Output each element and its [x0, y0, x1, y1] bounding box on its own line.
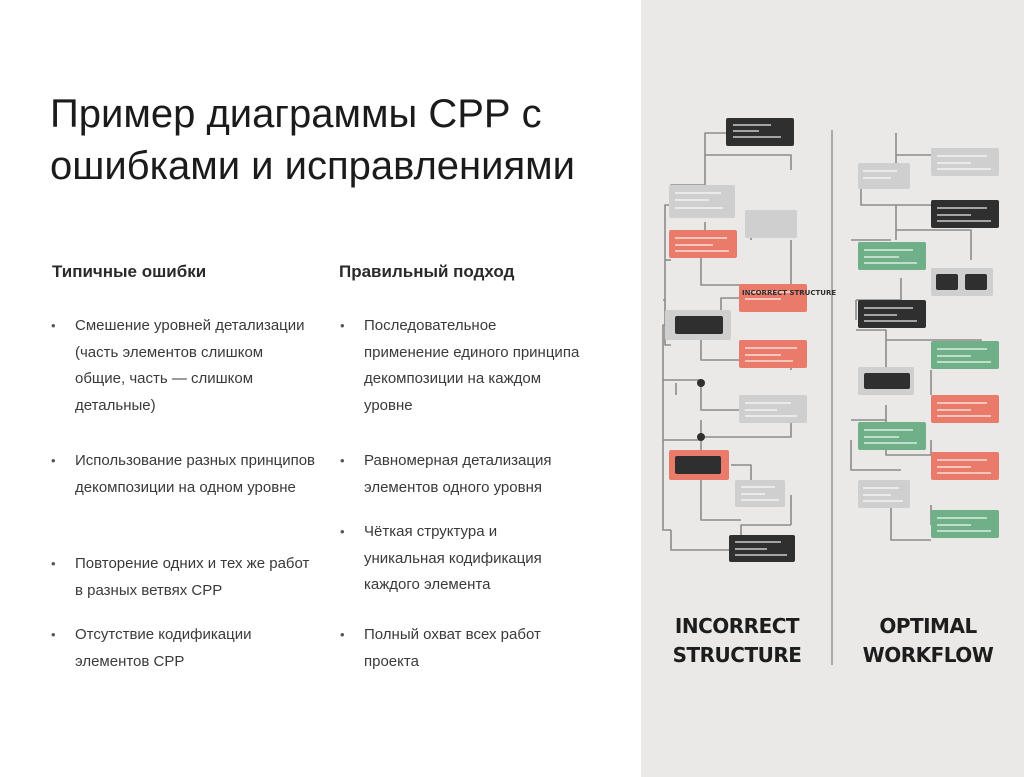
list-item: • Последовательное применение единого принципа декомпозиции на каждом уровне: [340, 313, 580, 419]
list-item: • Полный охват всех работ проекта: [340, 622, 580, 675]
junction-dot: [697, 433, 705, 441]
incorrect-label-line1: INCORRECT: [674, 614, 800, 638]
list-item: • Чёткая структура и уникальная кодификация каждого элемента: [340, 519, 580, 599]
list-item: • Равномерная детализация элементов одного уровня: [340, 448, 580, 501]
slide-title: Пример диаграммы СРР с ошибками и исправлениями: [50, 92, 575, 188]
illustration-svg: [641, 0, 1024, 777]
incorrect-label-line2: STRUCTURE: [672, 643, 802, 667]
structure-comparison-illustration: [641, 0, 1024, 777]
inline-tag-text: INCORRECT STRUCTURE: [742, 289, 837, 297]
list-item: • Повторение одних и тех же работ в разных ветвях СРР: [51, 551, 315, 604]
list-item: • Смешение уровней детализации (часть элементов слишком общие, часть — слишком детальные): [51, 313, 315, 419]
list-item: • Отсутствие кодификации элементов СРР: [51, 622, 315, 675]
optimal-label-line2: WORKFLOW: [862, 643, 994, 667]
left-column-heading: Типичные ошибки: [52, 262, 207, 281]
junction-dot: [697, 379, 705, 387]
optimal-label-line1: OPTIMAL: [879, 614, 977, 638]
right-column-heading: Правильный подход: [339, 262, 515, 281]
optimal-nodes: [858, 148, 999, 538]
list-item: • Использование разных принципов декомпозиции на одном уровне: [51, 448, 315, 501]
